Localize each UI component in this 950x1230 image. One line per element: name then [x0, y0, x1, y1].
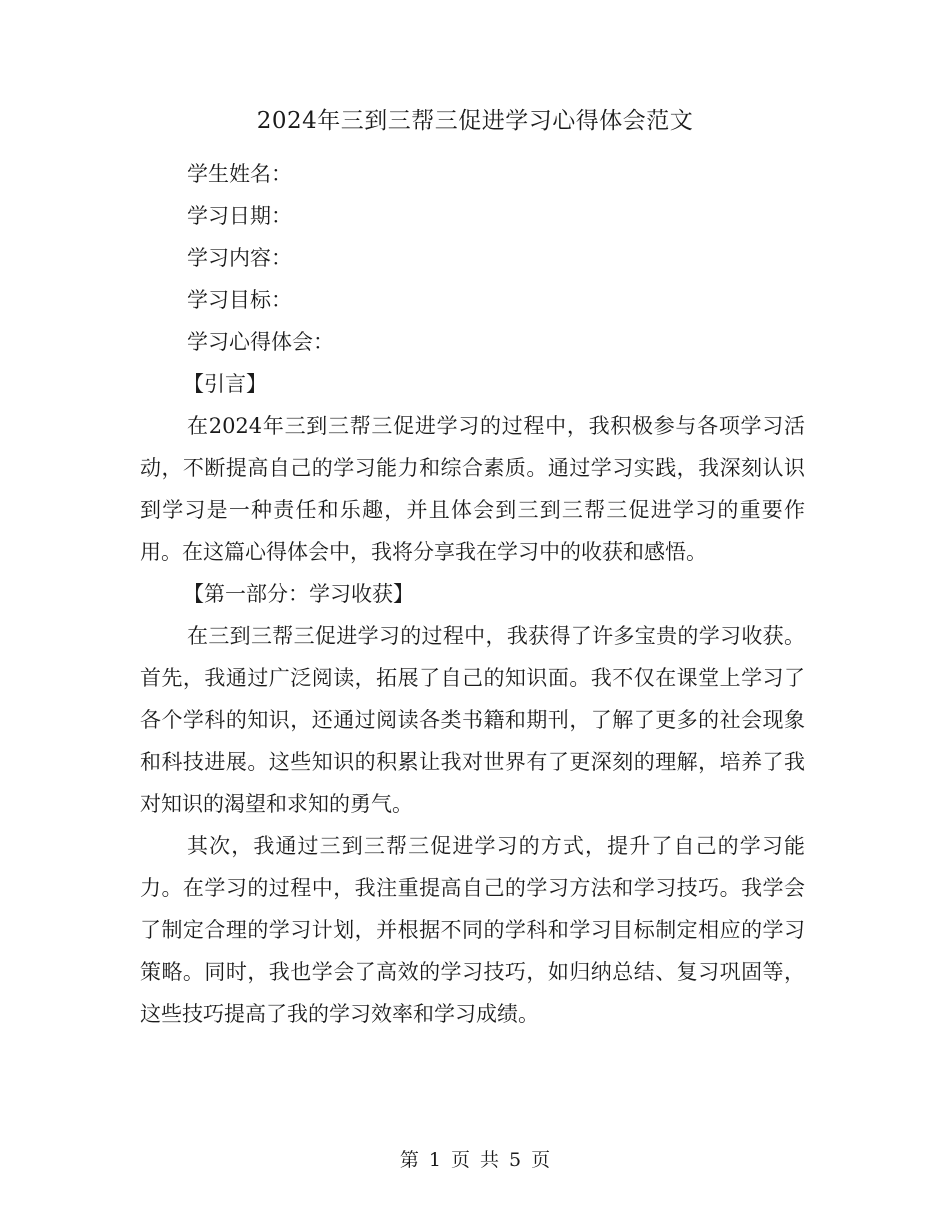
- document-title: 2024年三到三帮三促进学习心得体会范文: [256, 108, 694, 134]
- intro-paragraph: 在2024年三到三帮三促进学习的过程中，我积极参与各项学习活动，不断提高自己的学习能力和综合素质。通过学习实践，我深刻认识到学习是一种责任和乐趣，并且体会到三到三帮三促进学习的重要作用。在这篇心得体会中，我将分享我在学习中的收获和感悟。: [140, 414, 805, 564]
- part1-heading: 【第一部分：学习收获】: [183, 582, 414, 606]
- field-study-content: 学习内容：: [187, 246, 292, 270]
- part1-paragraph-2: 其次，我通过三到三帮三促进学习的方式，提升了自己的学习能力。在学习的过程中，我注重提高自己的学习方法和学习技巧。我学会了制定合理的学习计划，并根据不同的学科和学习目标制定相应的学习策略。同时，我也学会了高效的学习技巧，如归纳总结、复习巩固等，这些技巧提高了我的学习效率和学习成绩。: [140, 834, 805, 1026]
- field-student-name: 学生姓名：: [187, 162, 292, 186]
- intro-heading: 【引言】: [183, 372, 267, 396]
- field-study-goal: 学习目标：: [187, 288, 292, 312]
- part1-paragraph-1: 在三到三帮三促进学习的过程中，我获得了许多宝贵的学习收获。首先，我通过广泛阅读，拓展了自己的知识面。我不仅在课堂上学习了各个学科的知识，还通过阅读各类书籍和期刊，了解了更多的社会现象和科技进展。这些知识的积累让我对世界有了更深刻的理解，培养了我对知识的渴望和求知的勇气。: [140, 624, 805, 816]
- document-body: [140, 153, 805, 1035]
- page-number-footer: 第 1 页 共 5 页: [399, 1149, 551, 1171]
- field-study-date: 学习日期：: [187, 204, 292, 228]
- field-study-reflection: 学习心得体会：: [187, 330, 334, 354]
